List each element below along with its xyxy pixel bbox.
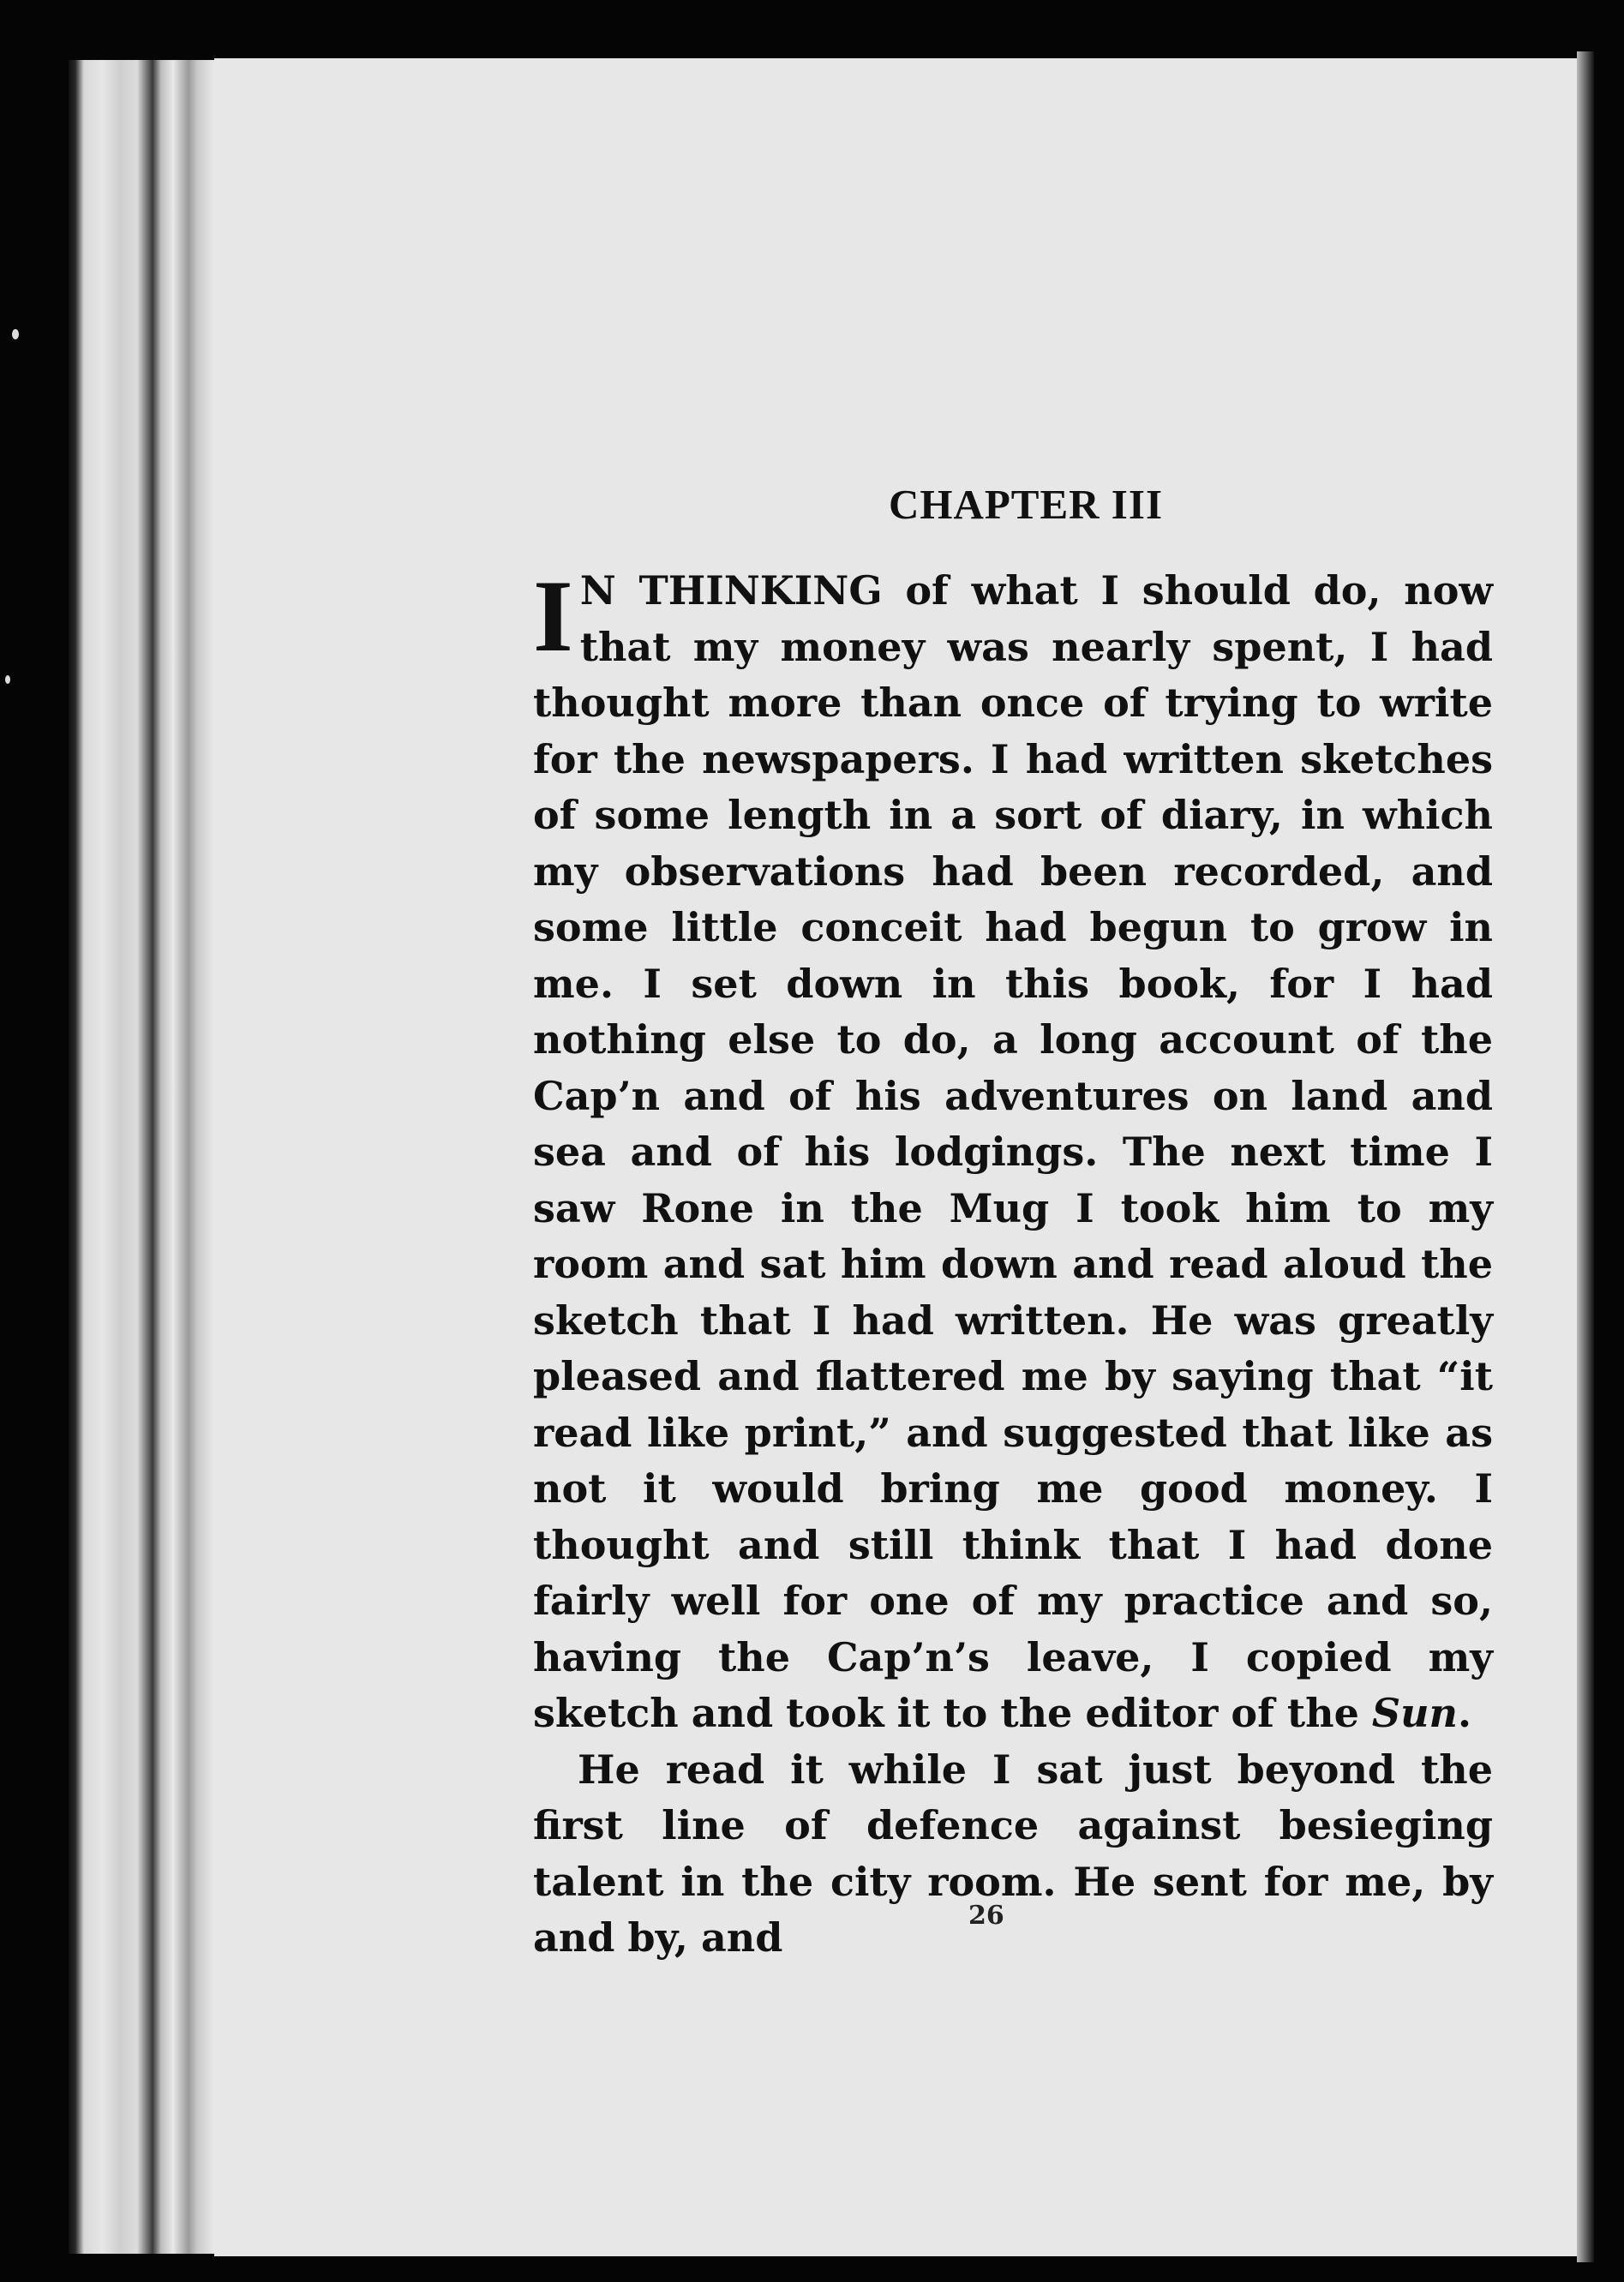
newspaper-name: Sun (1371, 1690, 1458, 1736)
scan-speck (5, 675, 10, 684)
page-number: 26 (968, 1901, 1004, 1931)
lead-in: N THINKING (579, 567, 883, 614)
paragraph-end: . (1458, 1690, 1472, 1736)
drop-cap: I (533, 559, 573, 673)
chapter-title: CHAPTER III (888, 481, 1164, 528)
paragraph-second: He read it while I sat just beyond the first line of defence against besieging talent in the city room. He sent for me, by and by, and (533, 1746, 1493, 1961)
page-edge (1577, 51, 1594, 2262)
book-binding (69, 60, 223, 2254)
scan-speck (12, 329, 19, 339)
paragraph-first (533, 559, 1493, 1742)
book-text (533, 480, 1493, 1967)
paragraph-text: of what I should do, now that my money was nearly spent, I had thought more than once of trying to write for the newspapers. I had written sketches of some length in a sort of diary, in which my observations had been recorded, and some little conceit had begun to grow in me. I set down in this book, for I had nothing else to do, a long account of the Cap’n and of his adventures on land and sea and of his lodgings. The next time I saw Rone in the Mug I took him to my room and sat him down and read aloud the sketch that I had written. He was greatly pleased and flattered me by saying that “it read like print,” and suggested that like as not it would bring me good money. I thought and still think that I had done fairly well for one of my practice and so, having the Cap’n’s leave, I copied my sketch and took it to the editor of the (533, 567, 1493, 1736)
